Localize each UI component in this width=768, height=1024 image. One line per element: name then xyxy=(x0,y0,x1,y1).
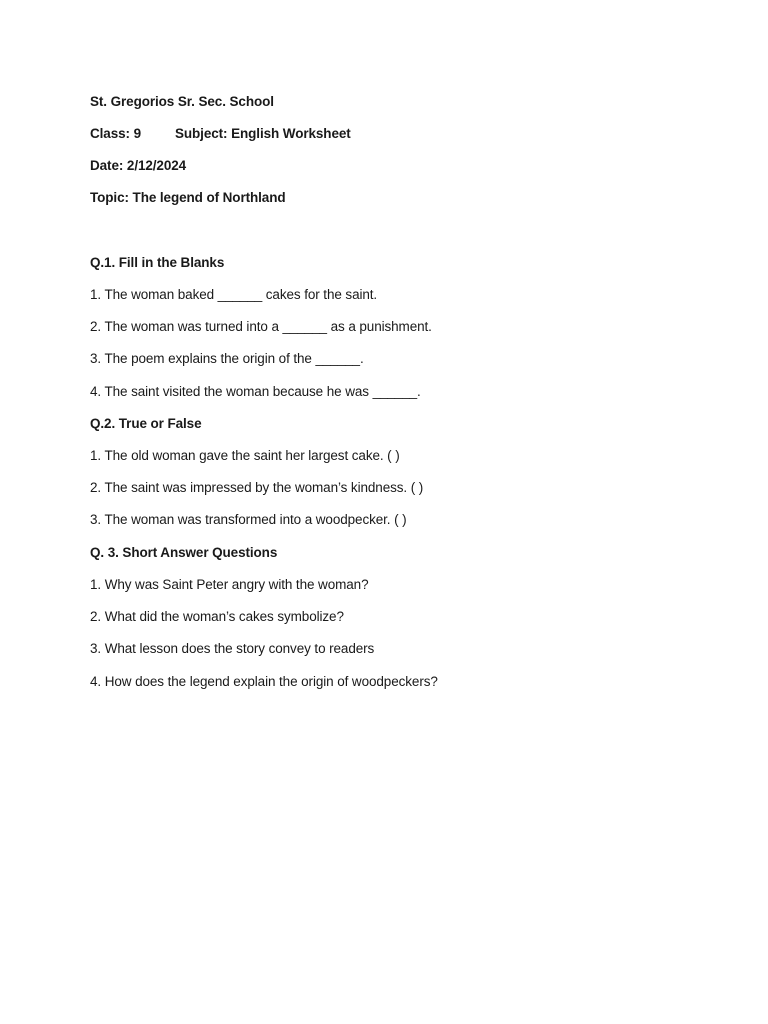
school-name: St. Gregorios Sr. Sec. School xyxy=(90,94,274,109)
q3-title: Q. 3. Short Answer Questions xyxy=(90,545,278,560)
q1-title: Q.1. Fill in the Blanks xyxy=(90,255,225,270)
q3-item: 4. How does the legend explain the origin of woodpeckers? xyxy=(90,674,438,689)
q3-item: 1. Why was Saint Peter angry with the woman? xyxy=(90,577,369,592)
q3-item: 2. What did the woman’s cakes symbolize? xyxy=(90,609,344,624)
q1-item: 1. The woman baked ______ cakes for the saint. xyxy=(90,287,378,302)
q1-item: 3. The poem explains the origin of the ______. xyxy=(90,351,364,366)
q2-item: 3. The woman was transformed into a woodpecker. ( ) xyxy=(90,512,407,527)
q2-item: 1. The old woman gave the saint her largest cake. ( ) xyxy=(90,448,400,463)
q1-item: 2. The woman was turned into a ______ as a punishment. xyxy=(90,319,432,334)
q2-title: Q.2. True or False xyxy=(90,416,202,431)
q2-item: 2. The saint was impressed by the woman’s kindness. ( ) xyxy=(90,480,424,495)
q1-item: 4. The saint visited the woman because he was ______. xyxy=(90,384,421,399)
subject-label: Subject: English Worksheet xyxy=(174,126,351,141)
topic-label: Topic: The legend of Northland xyxy=(90,190,286,205)
class-label: Class: 9 xyxy=(90,126,141,141)
date-label: Date: 2/12/2024 xyxy=(90,158,187,173)
class-subject-line xyxy=(90,125,351,143)
q3-item: 3. What lesson does the story convey to readers xyxy=(90,641,375,656)
